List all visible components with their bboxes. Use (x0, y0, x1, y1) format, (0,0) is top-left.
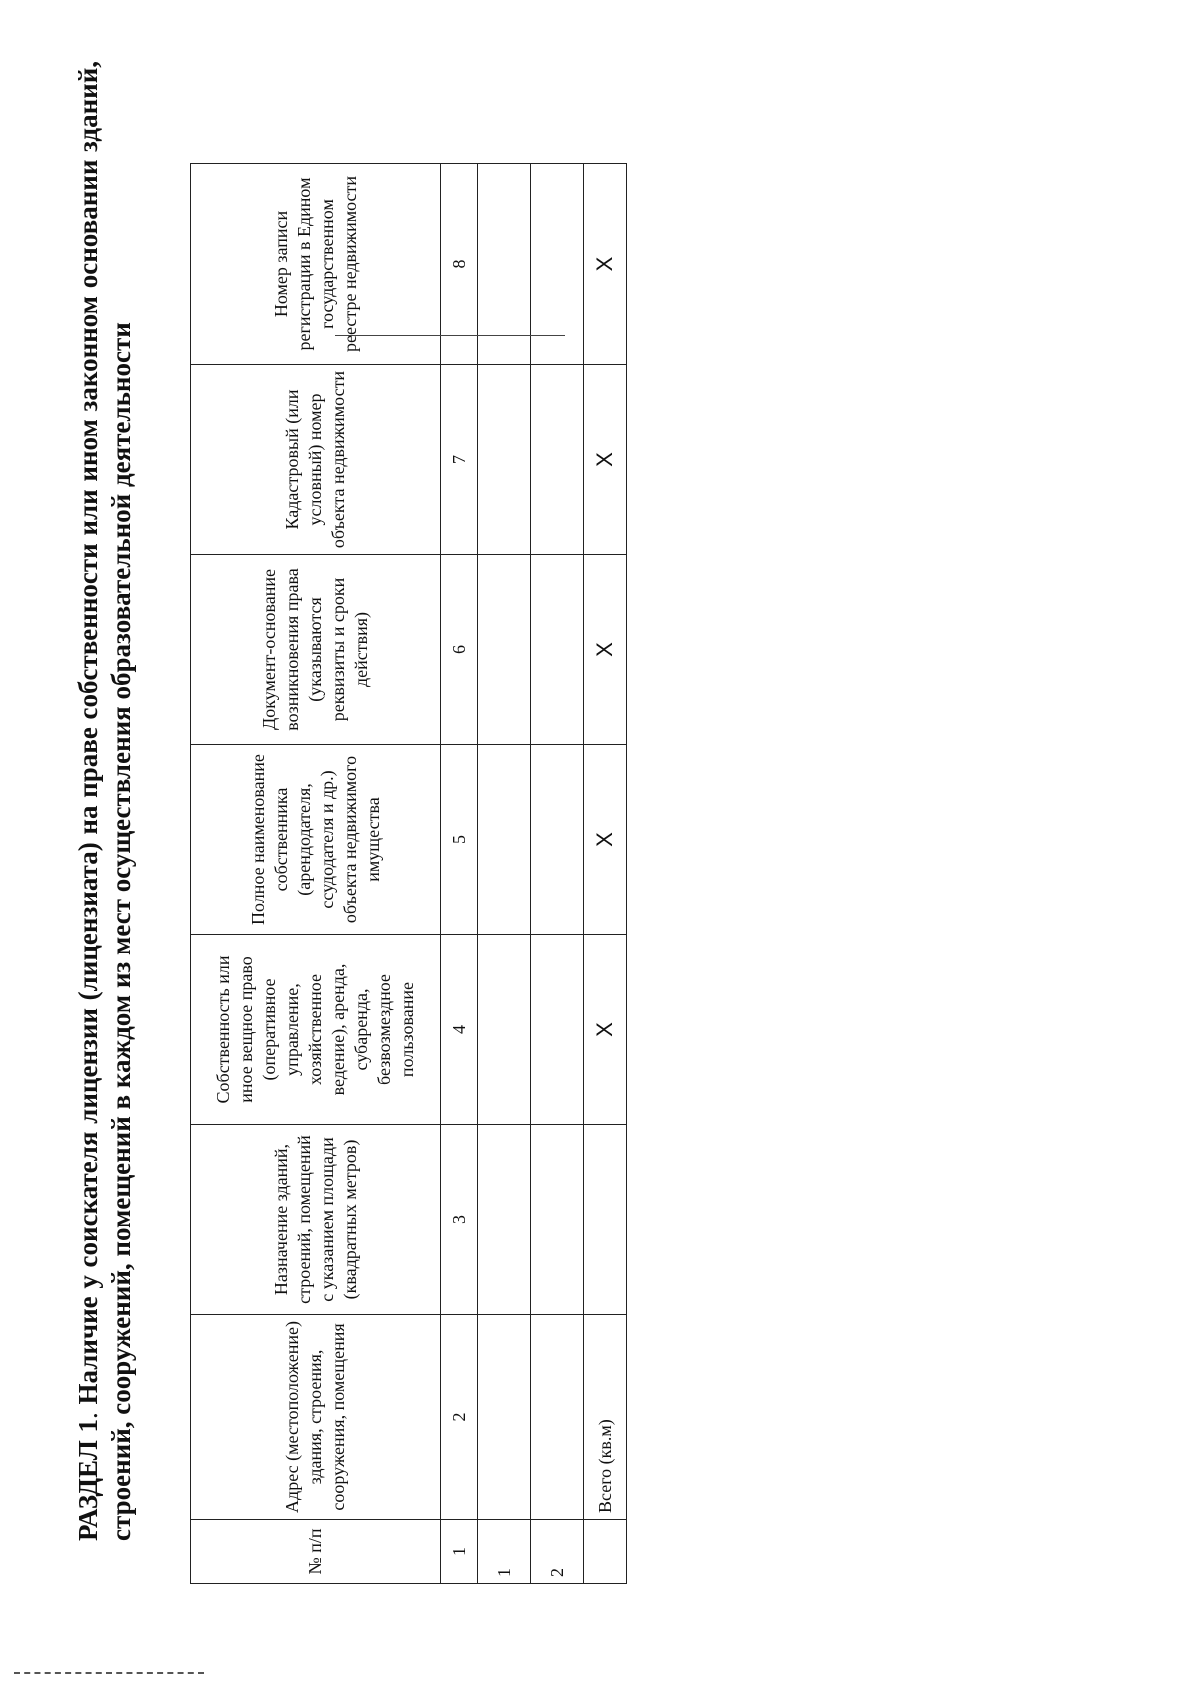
row-number: 1 (478, 1520, 531, 1584)
header-cadastral: Кадастровый (или условный) номер объекта недвижимости (191, 365, 441, 555)
header-row (191, 164, 441, 1584)
table-cell (531, 745, 584, 935)
column-number: 7 (441, 365, 478, 555)
table-cell (531, 365, 584, 555)
premises-table (190, 163, 627, 1584)
table-cell (478, 1315, 531, 1520)
column-number: 1 (441, 1520, 478, 1584)
column-number: 4 (441, 935, 478, 1125)
column-number: 8 (441, 164, 478, 365)
total-cell-x: X (584, 555, 627, 745)
table-cell (478, 1125, 531, 1315)
table-cell (478, 555, 531, 745)
header-address: Адрес (местоположение) здания, строения, сооружения, помещения (191, 1315, 441, 1520)
header-number: № п/п (191, 1520, 441, 1584)
table-cell (531, 555, 584, 745)
total-cell (584, 1520, 627, 1584)
table-cell (531, 935, 584, 1125)
column-number: 6 (441, 555, 478, 745)
total-row (584, 164, 627, 1584)
section-number: РАЗДЕЛ 1 (73, 1418, 103, 1541)
header-document: Документ-основание возникновения права (указываются реквизиты и сроки действия) (191, 555, 441, 745)
section-title: Наличие у соискателя лицензии (лицензиата) на праве собственности или ином законном основании зданий, строений, сооружений, помещений в каждом из мест осуществления образовательной деятельности (73, 61, 136, 1541)
table-cell (531, 1315, 584, 1520)
header-purpose: Назначение зданий, строений, помещений с указанием площади (квадратных метров) (191, 1125, 441, 1315)
row-number: 2 (531, 1520, 584, 1584)
total-label: Всего (кв.м) (584, 1315, 627, 1520)
total-cell (584, 1125, 627, 1315)
table-cell (478, 745, 531, 935)
section-heading (72, 61, 138, 1541)
total-cell-x: X (584, 164, 627, 365)
stray-pen-line (335, 335, 565, 336)
header-right-type: Собственность или иное вещное право (оперативное управление, хозяйственное ведение), аренда, субаренда, безвозмездное пользование (191, 935, 441, 1125)
total-cell-x: X (584, 935, 627, 1125)
column-number: 5 (441, 745, 478, 935)
table-row (531, 164, 584, 1584)
table-cell (478, 365, 531, 555)
table-cell (478, 935, 531, 1125)
bottom-dashed-rule (14, 1672, 204, 1674)
total-cell-x: X (584, 365, 627, 555)
column-number: 3 (441, 1125, 478, 1315)
column-number: 2 (441, 1315, 478, 1520)
table-cell (531, 1125, 584, 1315)
table-row (478, 164, 531, 1584)
header-registry: Номер записи регистрации в Едином государственном реестре недвижимости (191, 164, 441, 365)
total-cell-x: X (584, 745, 627, 935)
column-number-row (441, 164, 478, 1584)
section-separator: . (73, 1412, 103, 1419)
header-owner: Полное наименование собственника (арендодателя, ссудодателя и др.) объекта недвижимого имущества (191, 745, 441, 935)
